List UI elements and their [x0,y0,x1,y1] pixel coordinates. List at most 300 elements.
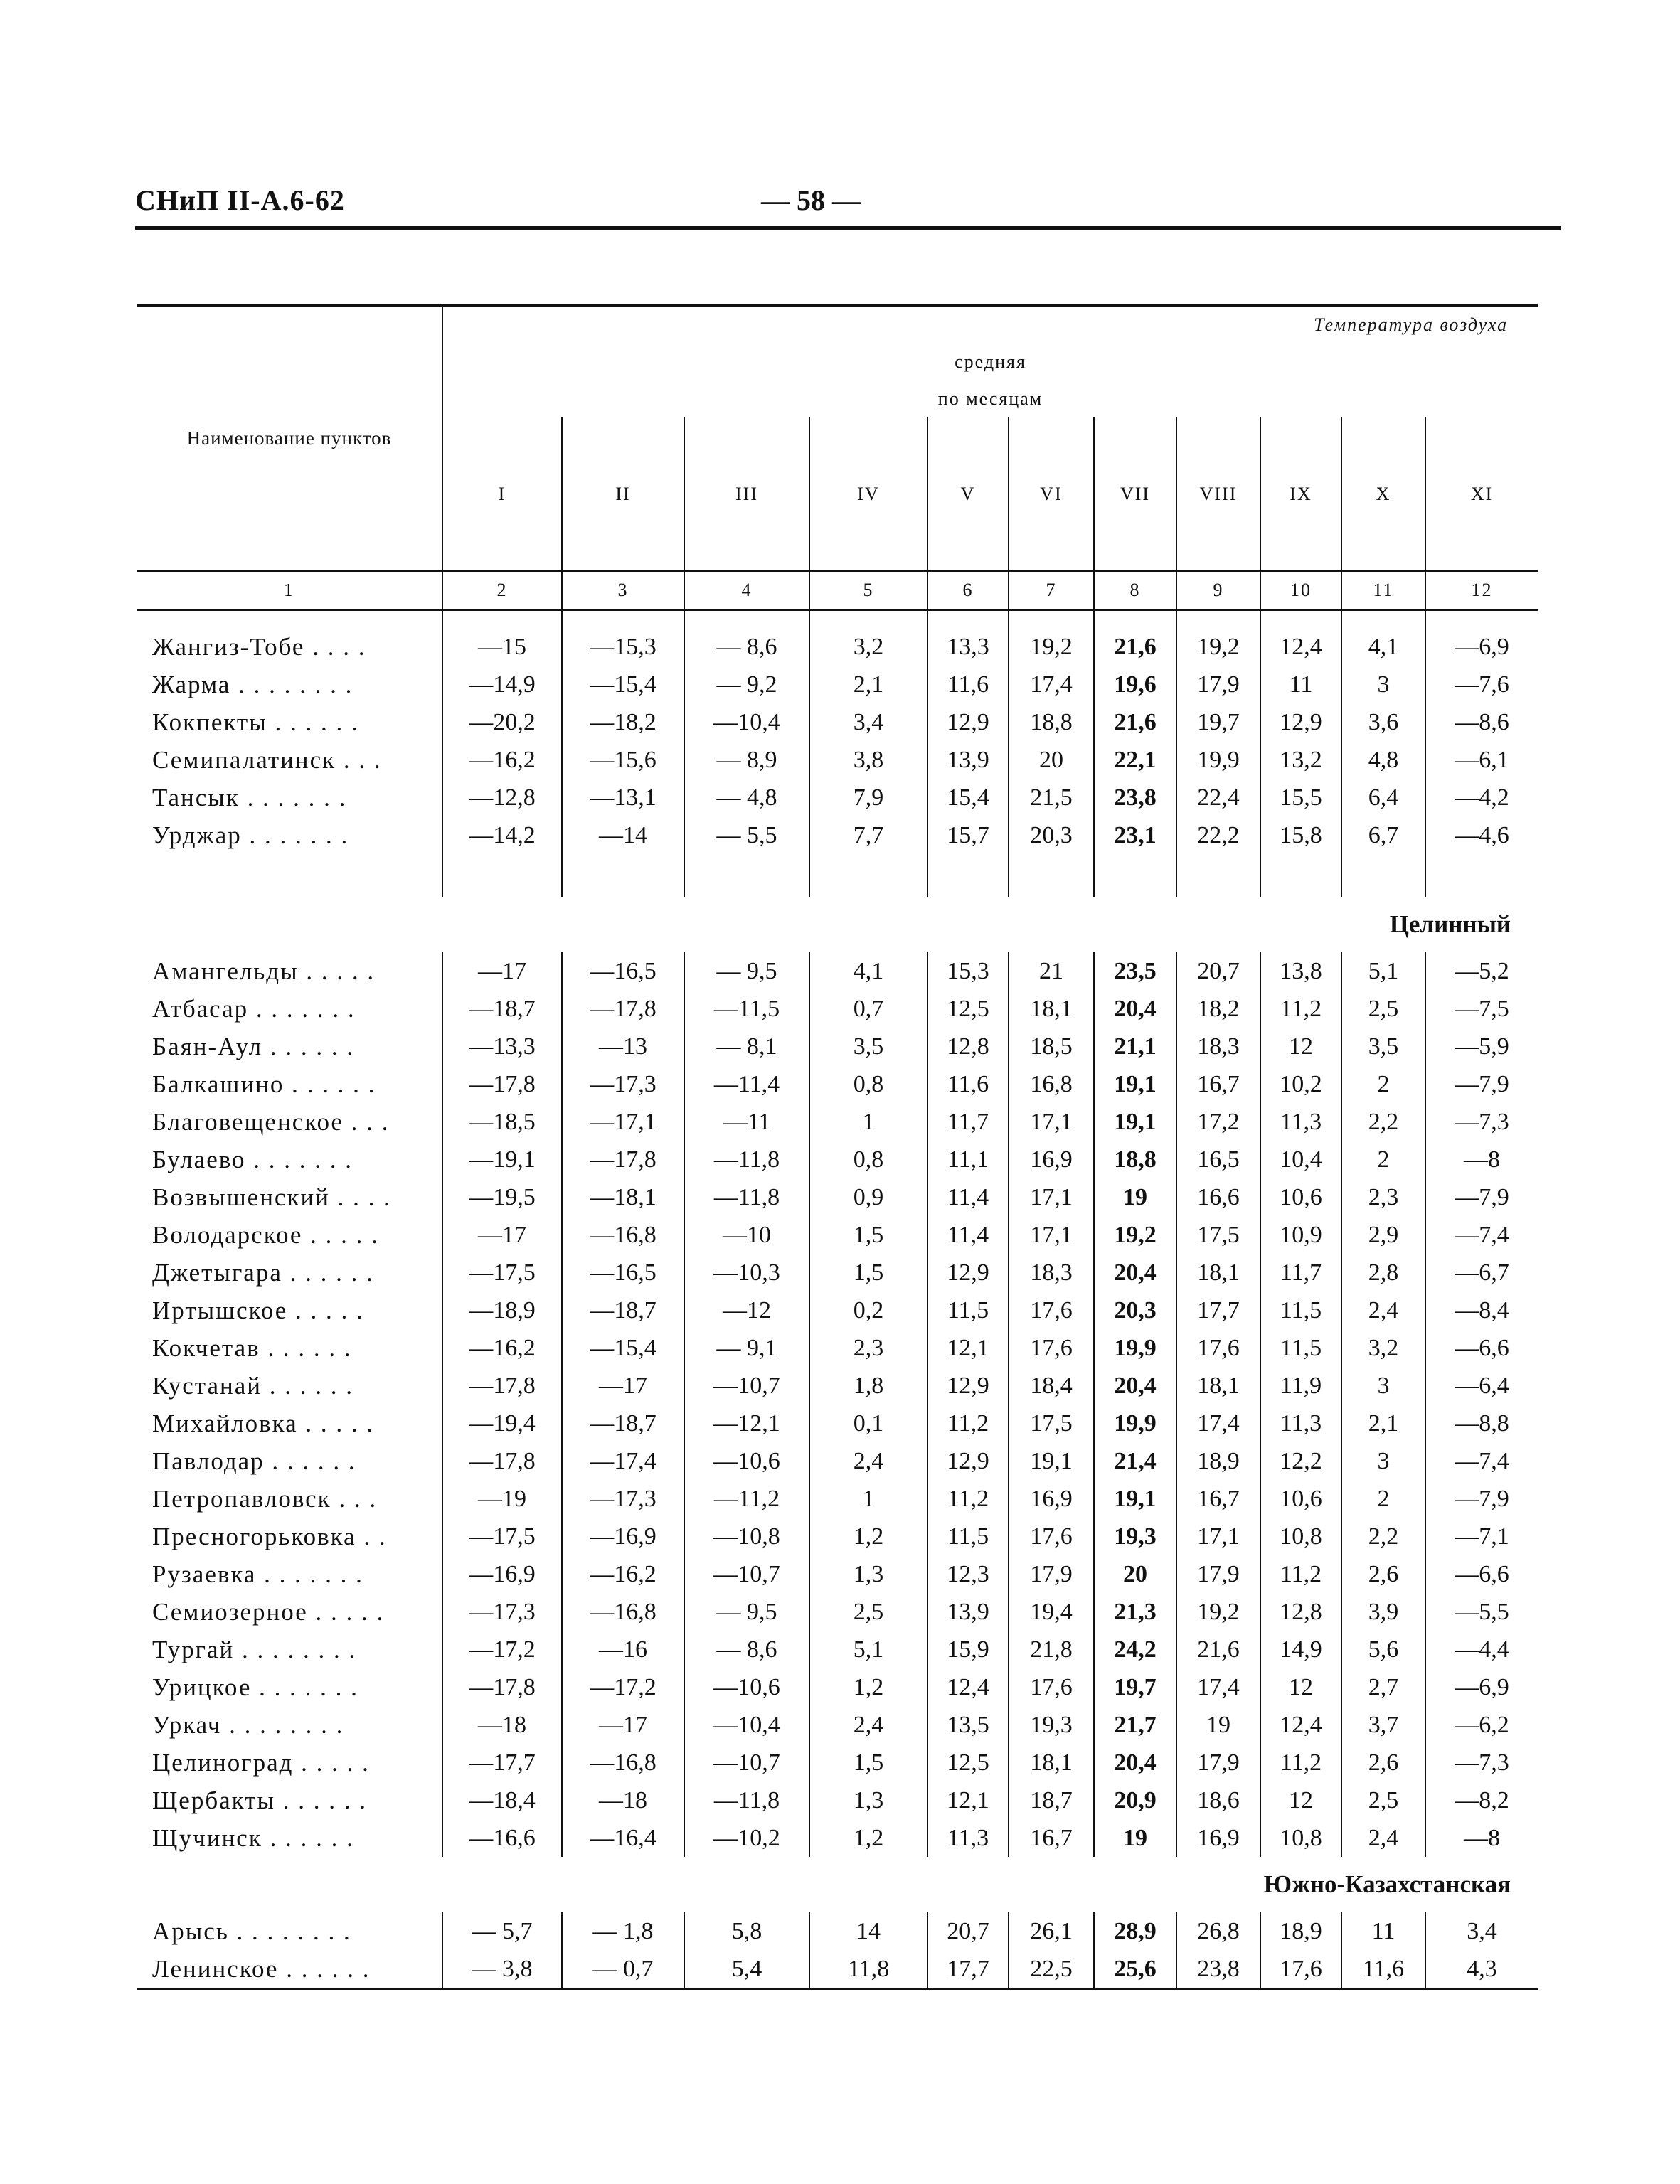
temperature-cell: —17 [442,952,562,990]
temperature-cell: 11,5 [927,1291,1009,1329]
temperature-cell: 26,8 [1176,1912,1260,1950]
group-title: Температура воздуха [442,306,1538,344]
temperature-cell: 18,9 [1176,1442,1260,1480]
temperature-cell: 20,4 [1094,1367,1176,1405]
temperature-cell: 18,1 [1009,990,1094,1028]
temperature-cell: 20,3 [1009,816,1094,854]
temperature-cell: —18,7 [562,1291,684,1329]
temperature-cell: 5,4 [684,1950,809,1989]
table-row [137,1254,1538,1291]
temperature-cell: —19,4 [442,1405,562,1442]
temperature-cell: 13,3 [927,628,1009,666]
temperature-cell: 3 [1341,1367,1425,1405]
temperature-cell: 3,9 [1341,1593,1425,1631]
temperature-cell: —7,3 [1425,1744,1538,1781]
temperature-cell: — 1,8 [562,1912,684,1950]
temperature-cell: —10,3 [684,1254,809,1291]
temperature-cell: 18,1 [1176,1254,1260,1291]
temperature-cell: 11,3 [1260,1405,1341,1442]
temperature-cell: —12,1 [684,1405,809,1442]
temperature-cell: —6,9 [1425,628,1538,666]
temperature-cell: 0,8 [809,1065,927,1103]
temperature-cell: —17,7 [442,1744,562,1781]
place-name: Джетыгара . . . . . . [152,1258,374,1287]
temperature-cell: 11,2 [1260,1555,1341,1593]
temperature-cell: 11,4 [927,1216,1009,1254]
temperature-cell: —10 [684,1216,809,1254]
temperature-cell: —6,6 [1425,1555,1538,1593]
temperature-cell: —13,1 [562,779,684,816]
temperature-cell: —18,2 [562,703,684,741]
table-row [137,1819,1538,1857]
month-header: II [562,417,684,571]
temperature-cell: —12,8 [442,779,562,816]
table-row [137,1480,1538,1518]
temperature-cell: 15,3 [927,952,1009,990]
temperature-cell: 19,9 [1094,1405,1176,1442]
temperature-cell: 14 [809,1912,927,1950]
place-name: Кокпекты . . . . . . [152,708,359,736]
temperature-cell: —18,4 [442,1781,562,1819]
temperature-cell: 20,3 [1094,1291,1176,1329]
temperature-cell: 12,1 [927,1781,1009,1819]
temperature-cell: 19 [1176,1706,1260,1744]
temperature-cell: 13,8 [1260,952,1341,990]
temperature-cell: —5,5 [1425,1593,1538,1631]
temperature-cell: 16,7 [1176,1065,1260,1103]
temperature-cell: 2 [1341,1065,1425,1103]
table-header [137,306,1538,610]
column-index: 11 [1341,571,1425,610]
temperature-cell: —17,8 [562,1141,684,1178]
place-name: Михайловка . . . . . [152,1409,375,1437]
temperature-cell: — 8,9 [684,741,809,779]
temperature-cell: 17,7 [1176,1291,1260,1329]
temperature-cell: —17,8 [562,990,684,1028]
place-name: Арысь . . . . . . . . [152,1917,351,1945]
temperature-cell: —17,8 [442,1367,562,1405]
temperature-cell: 12,9 [927,1442,1009,1480]
temperature-cell: —7,4 [1425,1442,1538,1480]
temperature-cell: 18,8 [1094,1141,1176,1178]
table-row [137,1178,1538,1216]
temperature-cell: —14 [562,816,684,854]
temperature-cell: 1,2 [809,1518,927,1555]
temperature-cell: 18,9 [1260,1912,1341,1950]
table-row [137,1405,1538,1442]
temperature-cell: 12 [1260,1781,1341,1819]
temperature-cell: 24,2 [1094,1631,1176,1668]
temperature-cell: 1,2 [809,1668,927,1706]
temperature-cell: 10,6 [1260,1480,1341,1518]
temperature-cell: —11,2 [684,1480,809,1518]
temperature-cell: 17,7 [927,1950,1009,1989]
temperature-cell: 0,1 [809,1405,927,1442]
table-row [137,1216,1538,1254]
temperature-cell: 19,9 [1094,1329,1176,1367]
temperature-cell: 10,8 [1260,1518,1341,1555]
month-header: VI [1009,417,1094,571]
temperature-cell: —18,7 [442,990,562,1028]
temperature-cell: — 8,6 [684,1631,809,1668]
temperature-cell: 19,2 [1176,1593,1260,1631]
temperature-cell: 11,1 [927,1141,1009,1178]
section-label: Целинный [1389,910,1511,938]
temperature-cell: —5,9 [1425,1028,1538,1065]
temperature-cell: 19,2 [1009,628,1094,666]
temperature-cell: 1 [809,1103,927,1141]
temperature-cell: 11,2 [1260,990,1341,1028]
temperature-cell: —8,6 [1425,703,1538,741]
table-row [137,1912,1538,1950]
temperature-cell: 3,2 [809,628,927,666]
table-row [137,1781,1538,1819]
temperature-cell: 11,6 [927,666,1009,703]
temperature-cell: 18,1 [1009,1744,1094,1781]
place-name: Амангельды . . . . . [152,957,376,985]
place-name: Жангиз-Тобе . . . . [152,632,366,661]
temperature-cell: 1,5 [809,1254,927,1291]
table-row [137,1706,1538,1744]
temperature-cell: 23,5 [1094,952,1176,990]
temperature-cell: 12,3 [927,1555,1009,1593]
temperature-cell: 18,3 [1009,1254,1094,1291]
temperature-cell: 12,9 [927,703,1009,741]
temperature-cell: 2,5 [809,1593,927,1631]
temperature-cell: —18,7 [562,1405,684,1442]
temperature-cell: —18 [562,1781,684,1819]
month-header: V [927,417,1009,571]
temperature-cell: —10,6 [684,1668,809,1706]
place-name: Володарское . . . . . [152,1220,379,1249]
temperature-cell: —19,1 [442,1141,562,1178]
place-name: Кокчетав . . . . . . [152,1333,352,1362]
temperature-cell: 21,4 [1094,1442,1176,1480]
temperature-cell: — 3,8 [442,1950,562,1989]
temperature-cell: —7,6 [1425,666,1538,703]
temperature-cell: —11,8 [684,1781,809,1819]
temperature-cell: —12 [684,1291,809,1329]
temperature-cell: 16,5 [1176,1141,1260,1178]
place-name: Павлодар . . . . . . [152,1447,356,1475]
month-header: VIII [1176,417,1260,571]
temperature-cell: 17,6 [1009,1329,1094,1367]
temperature-cell: —18,1 [562,1178,684,1216]
place-name: Рузаевка . . . . . . . [152,1560,363,1588]
place-name: Семиозерное . . . . . [152,1597,385,1626]
temperature-cell: 2,8 [1341,1254,1425,1291]
table-row [137,952,1538,990]
temperature-cell: 19,3 [1094,1518,1176,1555]
temperature-cell: 10,4 [1260,1141,1341,1178]
table-row [137,1950,1538,1989]
temperature-cell: 20,7 [1176,952,1260,990]
place-name: Целиноград . . . . . [152,1748,370,1777]
temperature-cell: —18,9 [442,1291,562,1329]
temperature-cell: 26,1 [1009,1912,1094,1950]
temperature-cell: 15,7 [927,816,1009,854]
table-row [137,1103,1538,1141]
temperature-cell: 22,2 [1176,816,1260,854]
temperature-cell: —5,2 [1425,952,1538,990]
temperature-cell: 11 [1341,1912,1425,1950]
temperature-cell: — 5,5 [684,816,809,854]
temperature-cell: 17,1 [1176,1518,1260,1555]
temperature-cell: 13,9 [927,1593,1009,1631]
temperature-cell: 2,9 [1341,1216,1425,1254]
temperature-cell: 1,3 [809,1781,927,1819]
temperature-cell: 13,2 [1260,741,1341,779]
temperature-cell: 4,3 [1425,1950,1538,1989]
table-row [137,666,1538,703]
temperature-cell: 19,1 [1009,1442,1094,1480]
temperature-cell: —8,2 [1425,1781,1538,1819]
temperature-cell: 1,5 [809,1216,927,1254]
place-name: Щербакты . . . . . . [152,1786,368,1814]
temperature-cell: 2,6 [1341,1744,1425,1781]
temperature-cell: 11 [1260,666,1341,703]
temperature-cell: —7,1 [1425,1518,1538,1555]
temperature-cell: —10,2 [684,1819,809,1857]
temperature-cell: 3,5 [809,1028,927,1065]
temperature-cell: 18,7 [1009,1781,1094,1819]
temperature-cell: 18,3 [1176,1028,1260,1065]
temperature-cell: 17,6 [1009,1668,1094,1706]
col-title-places: Наименование пунктов [186,427,392,449]
temperature-cell: —15,4 [562,1329,684,1367]
temperature-cell: 16,7 [1009,1819,1094,1857]
temperature-cell: 11,4 [927,1178,1009,1216]
table-row [137,1744,1538,1781]
temperature-cell: 21,5 [1009,779,1094,816]
temperature-cell: —19,5 [442,1178,562,1216]
temperature-cell: 11,2 [927,1480,1009,1518]
temperature-cell: 19 [1094,1819,1176,1857]
place-name: Иртышское . . . . . [152,1296,364,1324]
temperature-cell: 17,1 [1009,1103,1094,1141]
temperature-cell: — 9,2 [684,666,809,703]
place-name: Тургай . . . . . . . . [152,1635,357,1663]
section-heading-row [137,1857,1538,1912]
temperature-cell: 17,2 [1176,1103,1260,1141]
temperature-cell: 19,3 [1009,1706,1094,1744]
temperature-cell: —17 [562,1706,684,1744]
temperature-cell: —4,2 [1425,779,1538,816]
column-index: 7 [1009,571,1094,610]
temperature-cell: 19,6 [1094,666,1176,703]
temperature-cell: 21,1 [1094,1028,1176,1065]
temperature-cell: —8 [1425,1141,1538,1178]
temperature-cell: 18,4 [1009,1367,1094,1405]
temperature-cell: 11,3 [927,1819,1009,1857]
temperature-cell: —17,8 [442,1065,562,1103]
temperature-cell: 13,5 [927,1706,1009,1744]
temperature-cell: — 9,1 [684,1329,809,1367]
temperature-cell: 20,9 [1094,1781,1176,1819]
temperature-cell: 19,2 [1094,1216,1176,1254]
temperature-cell: —15 [442,628,562,666]
temperature-cell: —17,3 [562,1480,684,1518]
temperature-cell: — 8,1 [684,1028,809,1065]
temperature-cell: 0,2 [809,1291,927,1329]
temperature-cell: 17,9 [1009,1555,1094,1593]
spacer-row [137,610,1538,629]
temperature-cell: — 4,8 [684,779,809,816]
temperature-cell: 1,3 [809,1555,927,1593]
temperature-cell: —16,9 [562,1518,684,1555]
temperature-cell: 2,5 [1341,990,1425,1028]
index-header-row [137,571,1538,610]
temperature-cell: 12,4 [927,1668,1009,1706]
temperature-cell: —16,2 [562,1555,684,1593]
temperature-cell: —7,9 [1425,1178,1538,1216]
temperature-cell: 2,5 [1341,1781,1425,1819]
column-index: 9 [1176,571,1260,610]
temperature-cell: 3 [1341,666,1425,703]
place-name: Булаево . . . . . . . [152,1145,353,1173]
temperature-cell: 17,9 [1176,666,1260,703]
temperature-cell: —15,3 [562,628,684,666]
temperature-cell: 0,9 [809,1178,927,1216]
temperature-cell: 10,9 [1260,1216,1341,1254]
temperature-cell: 12 [1260,1668,1341,1706]
temperature-cell: 15,9 [927,1631,1009,1668]
temperature-cell: 13,9 [927,741,1009,779]
temperature-cell: 2,3 [1341,1178,1425,1216]
temperature-cell: 15,5 [1260,779,1341,816]
temperature-cell: 20 [1009,741,1094,779]
temperature-cell: 5,6 [1341,1631,1425,1668]
temperature-cell: 20 [1094,1555,1176,1593]
temperature-cell: 3,8 [809,741,927,779]
temperature-cell: 11,8 [809,1950,927,1989]
temperature-cell: —10,7 [684,1367,809,1405]
month-header: XI [1425,417,1538,571]
temperature-cell: —7,9 [1425,1480,1538,1518]
temperature-cell: —7,3 [1425,1103,1538,1141]
column-index: 6 [927,571,1009,610]
temperature-cell: —10,4 [684,703,809,741]
place-name: Атбасар . . . . . . . [152,994,356,1023]
temperature-cell: 0,7 [809,990,927,1028]
temperature-cell: —8 [1425,1819,1538,1857]
temperature-cell: — 0,7 [562,1950,684,1989]
temperature-cell: 10,8 [1260,1819,1341,1857]
table-row [137,1442,1538,1480]
temperature-cell: 21,6 [1176,1631,1260,1668]
temperature-cell: 3,2 [1341,1329,1425,1367]
temperature-cell: 17,9 [1176,1555,1260,1593]
temperature-cell: —6,4 [1425,1367,1538,1405]
temperature-cell: —14,2 [442,816,562,854]
temperature-cell: —7,5 [1425,990,1538,1028]
place-name: Семипалатинск . . . [152,745,382,774]
temperature-cell: 16,6 [1176,1178,1260,1216]
temperature-cell: —11 [684,1103,809,1141]
temperature-cell: —16 [562,1631,684,1668]
temperature-cell: —16,8 [562,1744,684,1781]
column-index: 1 [137,571,442,610]
temperature-cell: 21,7 [1094,1706,1176,1744]
temperature-cell: —13 [562,1028,684,1065]
temperature-cell: 14,9 [1260,1631,1341,1668]
temperature-cell: 11,6 [1341,1950,1425,1989]
temperature-cell: 2,1 [1341,1405,1425,1442]
place-name: Уркач . . . . . . . . [152,1710,344,1739]
temperature-cell: 12,1 [927,1329,1009,1367]
temperature-cell: 20,4 [1094,990,1176,1028]
temperature-cell: —10,4 [684,1706,809,1744]
section-heading-row [137,897,1538,952]
temperature-cell: 1,2 [809,1819,927,1857]
column-index: 3 [562,571,684,610]
column-index: 4 [684,571,809,610]
page-number: — 58 — [761,184,861,216]
temperature-cell: 16,7 [1176,1480,1260,1518]
temperature-cell: — 9,5 [684,952,809,990]
temperature-cell: 28,9 [1094,1912,1176,1950]
temperature-cell: 4,1 [1341,628,1425,666]
temperature-cell: 11,2 [1260,1744,1341,1781]
table-row [137,1065,1538,1103]
temperature-cell: 17,4 [1176,1668,1260,1706]
place-name: Жарма . . . . . . . . [152,670,353,698]
temperature-cell: —6,6 [1425,1329,1538,1367]
temperature-cell: 3,5 [1341,1028,1425,1065]
month-header: IV [809,417,927,571]
table-body [137,610,1538,1989]
table-row [137,1593,1538,1631]
temperature-cell: —16,9 [442,1555,562,1593]
temperature-cell: —7,9 [1425,1065,1538,1103]
temperature-cell: 15,8 [1260,816,1341,854]
subsubgroup-title: по месяцам [442,380,1538,417]
temperature-cell: 11,7 [1260,1254,1341,1291]
temperature-cell: —14,9 [442,666,562,703]
temperature-cell: 2,7 [1341,1668,1425,1706]
table-row [137,703,1538,741]
temperature-cell: —13,3 [442,1028,562,1065]
temperature-cell: 5,8 [684,1912,809,1950]
place-name: Пресногорьковка . . [152,1522,387,1550]
temperature-cell: 19,7 [1094,1668,1176,1706]
temperature-cell: 11,7 [927,1103,1009,1141]
temperature-cell: 11,6 [927,1065,1009,1103]
temperature-cell: 17,1 [1009,1216,1094,1254]
temperature-cell: — 5,7 [442,1912,562,1950]
temperature-cell: —17,8 [442,1442,562,1480]
temperature-cell: 17,4 [1009,666,1094,703]
table-row [137,1367,1538,1405]
temperature-cell: —16,6 [442,1819,562,1857]
temperature-cell: —11,4 [684,1065,809,1103]
temperature-cell: —10,7 [684,1555,809,1593]
temperature-cell: 18,5 [1009,1028,1094,1065]
temperature-cell: —17,2 [562,1668,684,1706]
table-row [137,990,1538,1028]
temperature-cell: —16,8 [562,1216,684,1254]
temperature-cell: —18,5 [442,1103,562,1141]
temperature-cell: —17,2 [442,1631,562,1668]
table-row [137,1631,1538,1668]
temperature-cell: 17,6 [1260,1950,1341,1989]
temperature-cell: 5,1 [1341,952,1425,990]
place-name: Ленинское . . . . . . [137,1950,442,1989]
temperature-cell: 3,4 [1425,1912,1538,1950]
temperature-cell: —8,4 [1425,1291,1538,1329]
document-code: СНиП II-А.6-62 [135,184,345,216]
temperature-cell: —18 [442,1706,562,1744]
